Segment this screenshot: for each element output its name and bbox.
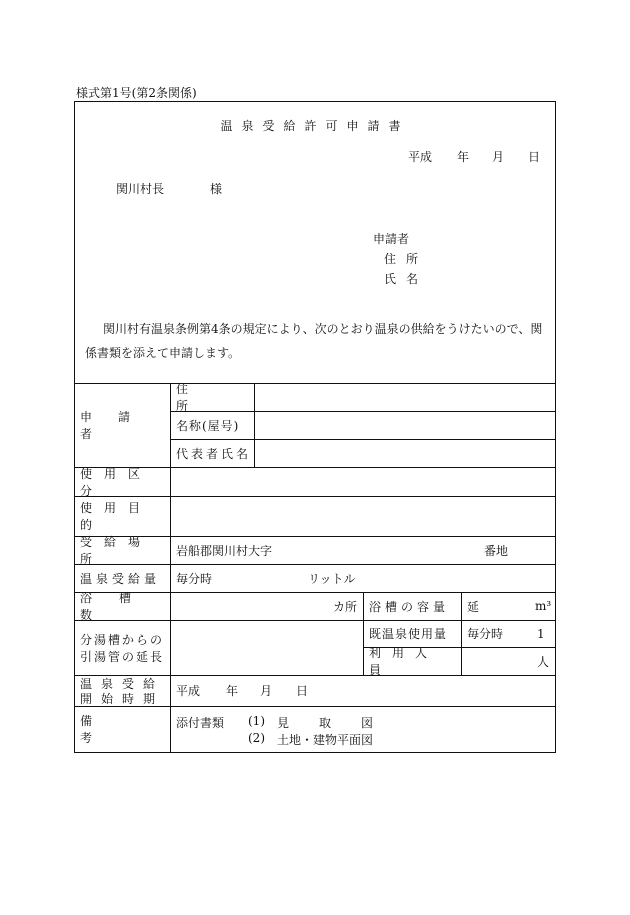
supply-amount-label: 温泉受給量 bbox=[80, 571, 161, 586]
representative-sub-label: 代表者氏名 bbox=[176, 446, 252, 461]
attachments-label: 添付書類 bbox=[176, 716, 225, 730]
supply-amount-unit: リットル bbox=[308, 571, 356, 586]
pipe-label-line2: 引湯管の延長 bbox=[80, 650, 165, 664]
bath-count-label: 浴槽数 bbox=[80, 591, 159, 622]
bath-capacity-label: 浴槽の容量 bbox=[369, 599, 450, 614]
start-day: 日 bbox=[296, 684, 309, 698]
table-line bbox=[254, 383, 255, 467]
pipe-label-line1: 分湯槽からの bbox=[80, 633, 165, 647]
supply-place-label: 受給場所 bbox=[80, 535, 153, 566]
existing-use-prefix: 毎分時 bbox=[467, 627, 504, 641]
applicant-section-label bbox=[80, 383, 164, 467]
form-number-label: 様式第1号(第2条関係) bbox=[76, 86, 197, 100]
users-label: 利用人員 bbox=[369, 646, 439, 677]
attachment-1-number: (1) bbox=[248, 714, 265, 728]
addressee-name: 関川村長 bbox=[116, 182, 165, 196]
label-text: 申請者 bbox=[80, 410, 157, 441]
existing-use-value: 1 bbox=[537, 626, 545, 641]
attachment-1-text: 見取図 bbox=[277, 716, 404, 730]
date-day: 日 bbox=[528, 150, 541, 164]
document-title: 温泉受給許可申請書 bbox=[220, 119, 410, 133]
bath-capacity-unit: m³ bbox=[535, 599, 552, 613]
start-label-line2: 開始時期 bbox=[80, 692, 165, 706]
applicant-address-label: 住所 bbox=[384, 252, 429, 266]
applicant-heading: 申請者 bbox=[373, 232, 410, 246]
start-label-line1: 温泉受給 bbox=[80, 677, 165, 691]
date-era: 平成 bbox=[408, 150, 433, 164]
address-sub-label: 住所 bbox=[176, 382, 221, 413]
use-purpose-label: 使用目的 bbox=[80, 501, 153, 532]
supply-place-suffix: 番地 bbox=[484, 543, 509, 558]
supply-amount-prefix: 毎分時 bbox=[176, 571, 213, 586]
remarks-label: 備考 bbox=[80, 714, 161, 745]
org-name-sub-label: 名称(屋号) bbox=[176, 418, 240, 433]
start-year: 年 bbox=[226, 684, 239, 698]
supply-place-value: 岩船郡関川村大字 bbox=[176, 543, 273, 558]
bath-count-unit: カ所 bbox=[333, 599, 358, 614]
table-line bbox=[461, 592, 462, 675]
use-category-label: 使用区分 bbox=[80, 466, 153, 498]
bath-capacity-prefix: 延 bbox=[467, 599, 480, 614]
existing-use-label: 既温泉使用量 bbox=[369, 627, 448, 641]
start-era: 平成 bbox=[176, 684, 201, 698]
addressee-honorific: 様 bbox=[210, 182, 223, 196]
applicant-name-label: 氏名 bbox=[384, 272, 429, 286]
date-month: 月 bbox=[492, 150, 505, 164]
table-line bbox=[363, 592, 364, 675]
start-month: 月 bbox=[260, 684, 273, 698]
table-line bbox=[170, 383, 171, 752]
attachment-2-number: (2) bbox=[248, 731, 265, 745]
date-year: 年 bbox=[457, 150, 470, 164]
users-unit: 人 bbox=[537, 654, 550, 669]
attachment-2-text: 土地・建物平面図 bbox=[277, 733, 374, 747]
intro-text: 関川村有温泉条例第4条の規定により、次のとおり温泉の供給をうけたいので、関係書類を添えて申請します。 bbox=[85, 322, 543, 360]
